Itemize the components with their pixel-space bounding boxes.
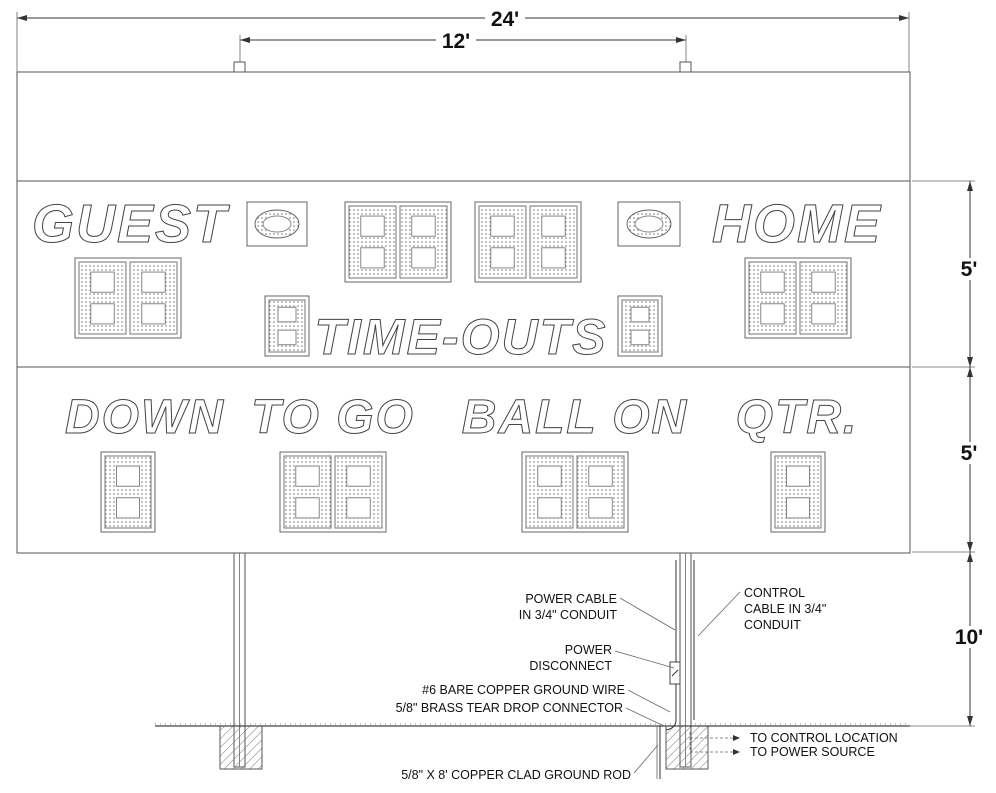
to-go-digits — [280, 452, 386, 532]
overall-width-label: 24' — [490, 8, 520, 31]
to-go-label: TO GO — [251, 391, 415, 444]
guest-score-digits — [75, 258, 181, 338]
svg-text:POWER CABLE: POWER CABLE — [525, 592, 617, 606]
callout-connector: 5/8" BRASS TEAR DROP CONNECTOR — [395, 701, 623, 715]
svg-text:CONDUIT: CONDUIT — [744, 618, 801, 632]
guest-possession-indicator — [247, 202, 307, 246]
home-score-digits — [745, 258, 851, 338]
seven-segment-digit — [800, 262, 847, 334]
home-timeouts-digit — [618, 296, 662, 356]
callout-ground-wire: #6 BARE COPPER GROUND WIRE — [422, 683, 625, 697]
ball-on-label: BALL ON — [461, 391, 689, 444]
guest-timeouts-digit — [265, 296, 309, 356]
seven-segment-digit — [775, 456, 821, 528]
seven-segment-digit — [349, 206, 396, 278]
post-spacing-label: 12' — [441, 30, 471, 53]
timeouts-label: TIME-OUTS — [314, 309, 608, 365]
seven-segment-digit — [130, 262, 177, 334]
lower-panel-height-label: 5' — [960, 442, 978, 465]
seven-segment-digit — [105, 456, 151, 528]
callout-ground-rod: 5/8" X 8' COPPER CLAD GROUND ROD — [401, 768, 631, 782]
seven-segment-digit — [479, 206, 526, 278]
callout-power-disconnect — [529, 643, 612, 673]
seven-segment-digit — [284, 456, 331, 528]
upper-panel-height-label: 5' — [960, 258, 978, 281]
mount-height-label: 10' — [954, 626, 984, 649]
svg-text:CABLE IN 3/4": CABLE IN 3/4" — [744, 602, 827, 616]
callout-to-power: TO POWER SOURCE — [750, 745, 875, 759]
post-cap-left — [234, 62, 245, 72]
seven-segment-digit — [269, 300, 305, 352]
seven-segment-digit — [749, 262, 796, 334]
right-footing — [666, 726, 708, 769]
guest-label: GUEST — [31, 194, 229, 254]
home-possession-indicator — [618, 202, 680, 246]
down-digit — [101, 452, 155, 532]
dimension-post-spacing — [240, 30, 686, 62]
seven-segment-digit — [577, 456, 624, 528]
qtr-digit — [771, 452, 825, 532]
ground-line — [155, 724, 910, 726]
svg-text:IN 3/4" CONDUIT: IN 3/4" CONDUIT — [518, 608, 617, 622]
qtr-label: QTR. — [735, 391, 859, 444]
clock-minutes-digits — [345, 202, 451, 282]
post-cap-right — [680, 62, 691, 72]
svg-text:POWER: POWER — [564, 643, 612, 657]
sign-panel — [17, 72, 910, 181]
svg-text:DISCONNECT: DISCONNECT — [529, 659, 612, 673]
seven-segment-digit — [526, 456, 573, 528]
seven-segment-digit — [400, 206, 447, 278]
callout-power-cable — [519, 592, 618, 622]
seven-segment-digit — [622, 300, 658, 352]
seven-segment-digit — [335, 456, 382, 528]
home-label: HOME — [712, 194, 882, 254]
seven-segment-digit — [79, 262, 126, 334]
seven-segment-digit — [530, 206, 577, 278]
callout-to-control: TO CONTROL LOCATION — [750, 731, 898, 745]
down-label: DOWN — [65, 391, 225, 444]
ball-on-digits — [522, 452, 628, 532]
left-footing — [220, 726, 262, 769]
svg-text:CONTROL: CONTROL — [744, 586, 806, 600]
clock-seconds-digits — [475, 202, 581, 282]
callout-control-cable — [744, 586, 826, 632]
